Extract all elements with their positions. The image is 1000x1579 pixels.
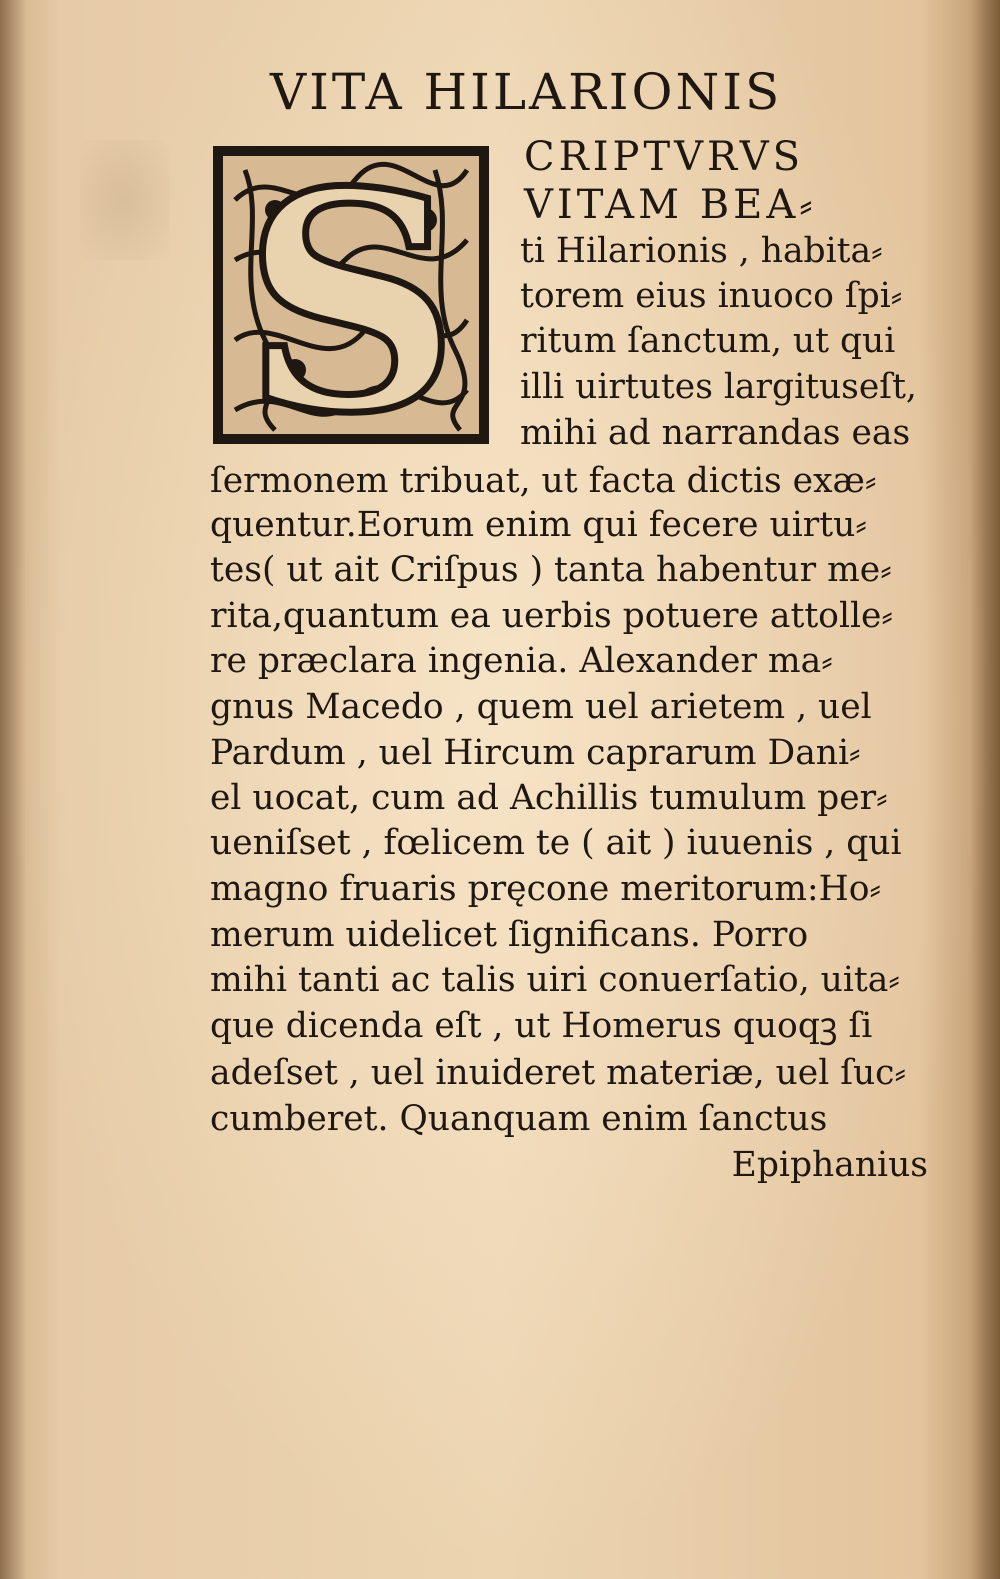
text-line: re præclara ingenia. Alexander ma⸗ [210,641,833,681]
text-line: quentur.Eorum enim qui fecere uirtu⸗ [210,505,867,545]
text-line: illi uirtutes largituseſt, [520,367,917,407]
text-line: tes( ut ait Criſpus ) tanta habentur me⸗ [210,550,892,590]
running-head: VITA HILARIONIS [270,63,783,121]
text-line: que dicenda eſt , ut Homerus quoqꝫ ſi [210,1006,873,1046]
catchword: Epiphanius [731,1145,928,1185]
text-line: el uocat, cum ad Achillis tumulum per⸗ [210,778,888,818]
text-line: ſermonem tribuat, ut facta dictis exæ⸗ [210,461,877,501]
text-line: CRIPTVRVS [524,134,804,180]
text-line: rita,quantum ea uerbis potuere attolle⸗ [210,596,893,636]
text-line: ti Hilarionis , habita⸗ [520,231,883,271]
text-line: ritum ſanctum, ut qui [520,321,896,361]
text-line: gnus Macedo , quem uel arietem , uel [210,687,872,727]
text-line: mihi ad narrandas eas [520,413,911,453]
text-line: Pardum , uel Hircum caprarum Dani⸗ [210,733,861,773]
text-line: merum uidelicet ſignificans. Porro [210,915,809,955]
text-line: magno fruaris pręcone meritorum:Ho⸗ [210,869,881,909]
svg-text:S: S [242,140,460,450]
text-line: torem eius inuoco ſpi⸗ [520,276,903,316]
text-line: adeſset , uel inuideret materiæ, uel ſuc⸗ [210,1053,906,1093]
text-line: VITAM BEA⸗ [524,182,817,228]
text-line: mihi tanti ac talis uiri conuerſatio, uita⸗ [210,960,900,1000]
text-line: cumberet. Quanquam enim ſanctus [210,1099,828,1139]
text-line: ueniſset , fœlicem te ( ait ) iuuenis , qui [210,823,902,863]
